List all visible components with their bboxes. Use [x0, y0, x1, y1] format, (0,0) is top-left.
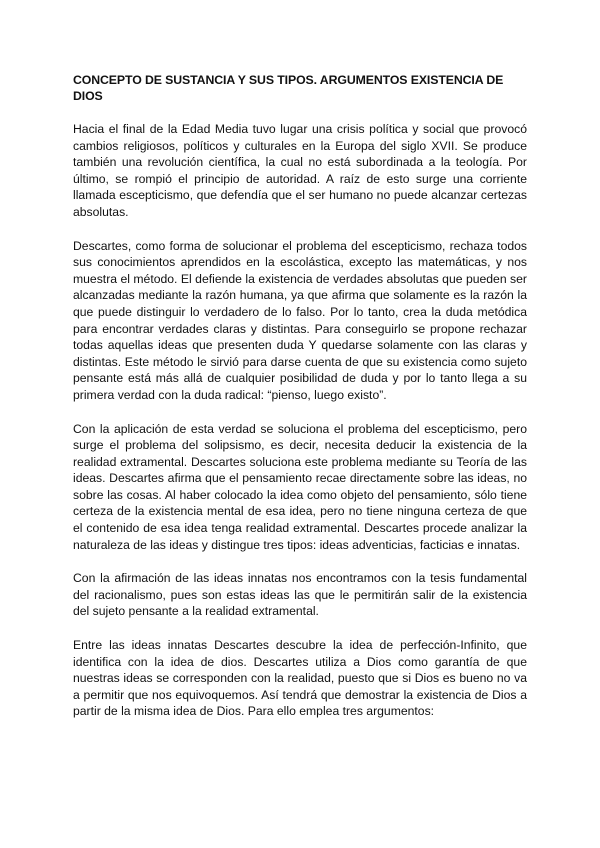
paragraph-descartes-method: Descartes, como forma de solucionar el problema del escepticismo, rechaza todos sus conocimientos aprendidos en la escolástica, excepto las matemáticas, y nos muestra el método. El defiende la existencia de verdades absolutas que pueden ser alcanzadas mediante la razón humana, ya que afirma que solamente es la razón la que puede distinguir lo verdadero de lo falso. Por lo tanto, crea la duda metódica para encontrar verdades claras y distintas. Para conseguirlo se propone rechazar todas aquellas ideas que presenten duda Y quedarse solamente con las claras y distintas. Este método le sirvió para darse cuenta de que su existencia como sujeto pensante está más allá de cualquier posibilidad de duda y por lo tanto llega a su primera verdad con la duda radical: “pienso, luego existo”.	[73, 238, 527, 402]
paragraph-innate-ideas: Con la afirmación de las ideas innatas nos encontramos con la tesis fundamental del racionalismo, pues son estas ideas las que le permitirán salir de la existencia del sujeto pensante a la realidad extramental.	[73, 571, 527, 619]
document-title: CONCEPTO DE SUSTANCIA Y SUS TIPOS. ARGUMENTOS EXISTENCIA DE DIOS	[73, 73, 504, 103]
paragraph-god-argument: Entre las ideas innatas Descartes descubre la idea de perfección-Infinito, que identifica con la idea de dios. Descartes utiliza a Dios como garantía de que nuestras ideas se corresponden con la realidad, puesto que si Dios es bueno no va a permitir que nos equivoquemos. Así tendrá que demostrar la existencia de Dios a partir de la misma idea de Dios. Para ello emplea tres argumentos:	[73, 638, 527, 719]
paragraph-intro-crisis: Hacia el final de la Edad Media tuvo lugar una crisis política y social que provocó cambios religiosos, políticos y culturales en la Europa del siglo XVII. Se produce también una revolución científica, la cual no está subordinada a la teología. Por último, se rompió el principio de autoridad. A raíz de esto surge una corriente llamada escepticismo, que defendía que el ser humano no puede alcanzar certezas absolutas.	[73, 122, 527, 219]
paragraph-solipsism-ideas: Con la aplicación de esta verdad se soluciona el problema del escepticismo, pero surge el problema del solipsismo, es decir, necesita deducir la existencia de la realidad extramental. Descartes soluciona este problema mediante su Teoría de las ideas. Descartes afirma que el pensamiento recae directamente sobre las ideas, no sobre las cosas. Al haber colocado la idea como objeto del pensamiento, sólo tiene certeza de la existencia mental de esa idea, pero no tiene ninguna certeza de que el contenido de esa idea tenga realidad extramental. Descartes procede analizar la naturaleza de las ideas y distingue tres tipos: ideas adventicias, facticias e innatas.	[73, 421, 527, 552]
document-content	[73, 72, 527, 737]
